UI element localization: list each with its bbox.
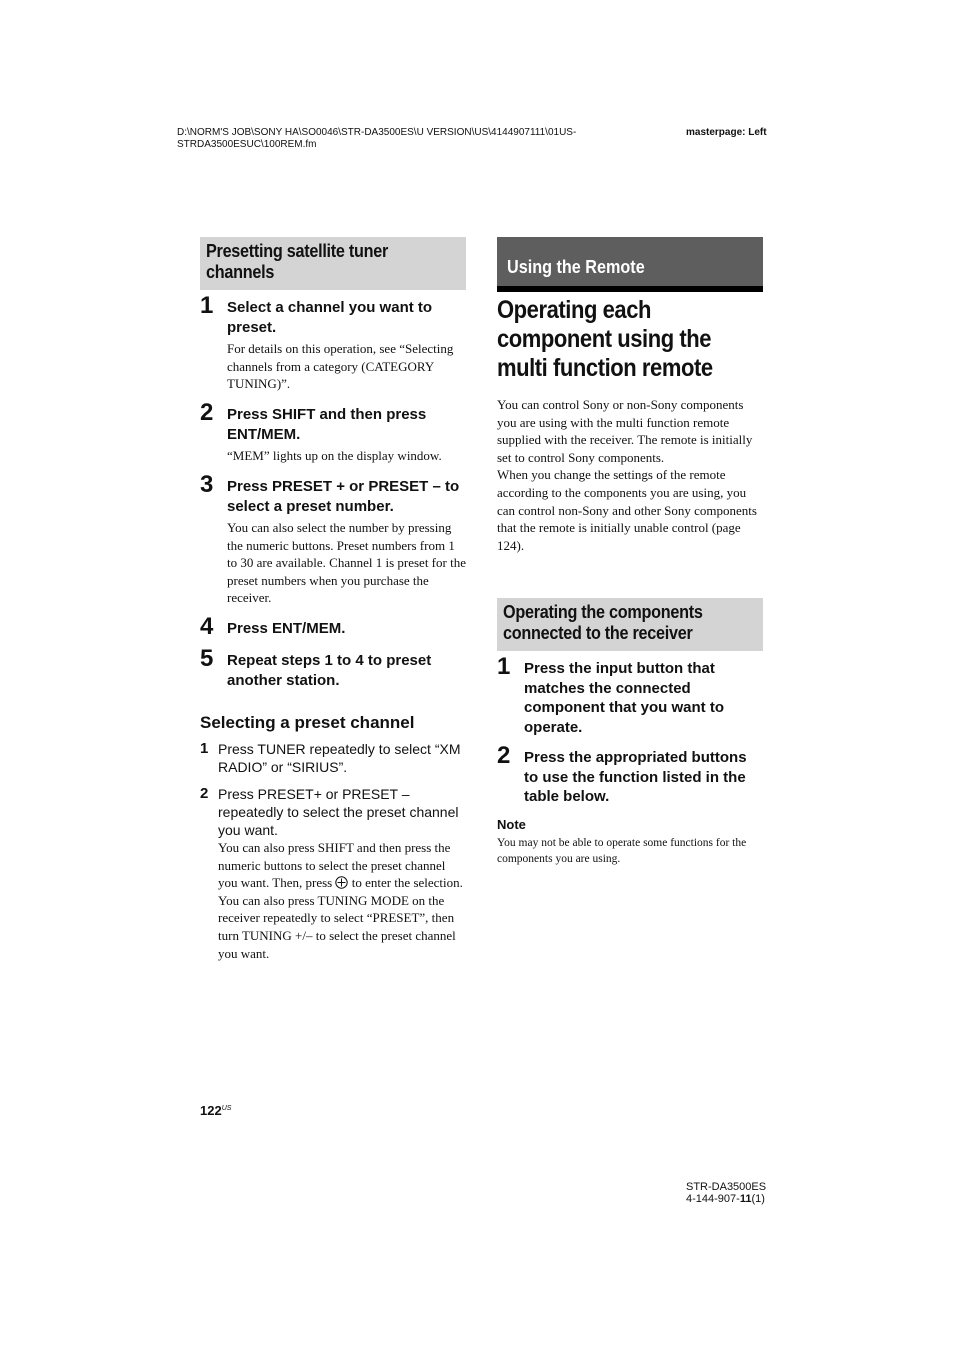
substep-title-1: Press TUNER repeatedly to select “XM RADIO” or “SIRIUS”. bbox=[218, 741, 461, 775]
subsection-heading: Selecting a preset channel bbox=[200, 713, 415, 732]
chapter-rule bbox=[497, 286, 763, 292]
model-number: STR-DA3500ES bbox=[686, 1181, 767, 1193]
part-suffix: (1) bbox=[751, 1193, 765, 1205]
step-title-2: Press SHIFT and then press ENT/MEM. bbox=[227, 406, 427, 443]
right-step-number-1: 1 bbox=[497, 653, 511, 680]
file-path-line2: STRDA3500ESUC\100REM.fm bbox=[177, 139, 317, 150]
step-body-3: You can also select the number by pressing the numeric buttons. Preset numbers from 1 to 30 are available. Channel 1 is preset for the preset numbers when you purchase the receiver. bbox=[227, 520, 466, 606]
part-prefix: 4-144-907- bbox=[686, 1193, 740, 1205]
chapter-band bbox=[497, 237, 763, 286]
step-body-1: For details on this operation, see “Selecting channels from a category (CATEGORY TUNING)”. bbox=[227, 341, 454, 392]
note-text: You may not be able to operate some functions for the components you are using. bbox=[497, 837, 747, 865]
chapter-band-text: Using the Remote bbox=[507, 257, 645, 277]
intro-text-2: When you change the settings of the remote according to the components you are using, you can control non-Sony and other Sony components that the remote is initially unable control (page 124). bbox=[497, 467, 757, 553]
intro-text-1: You can control Sony or non-Sony components you are using with the multi function remote supplied with the receiver. The remote is initially set to control Sony components. bbox=[497, 397, 753, 465]
step-title-3: Press PRESET + or PRESET – to select a preset number. bbox=[227, 478, 460, 515]
part-number bbox=[686, 1193, 766, 1205]
page-title-text: Operating each component using the multi function remote bbox=[497, 296, 713, 382]
step-body-2: “MEM” lights up on the display window. bbox=[227, 448, 442, 463]
step-title-5: Repeat steps 1 to 4 to preset another station. bbox=[227, 652, 432, 689]
substep-body-2 bbox=[218, 839, 466, 962]
part-bold: 11 bbox=[739, 1193, 752, 1205]
substep-body-2b: to enter the selection. bbox=[351, 875, 463, 891]
masterpage-label: masterpage: Left bbox=[686, 127, 767, 138]
page-number-value: 122 bbox=[200, 1103, 222, 1118]
substep-number-2: 2 bbox=[200, 785, 209, 802]
step-number-2: 2 bbox=[200, 399, 214, 426]
section-heading-text: Presetting satellite tuner channels bbox=[206, 241, 389, 282]
step-number-1: 1 bbox=[200, 292, 214, 319]
substep-body-2c: You can also press TUNING MODE on the receiver repeatedly to select “PRESET”, then turn TUNING +/– to select the preset channel you want. bbox=[218, 892, 456, 961]
right-step-number-2: 2 bbox=[497, 742, 511, 769]
step-number-5: 5 bbox=[200, 645, 214, 672]
file-path-line1: D:\NORM'S JOB\SONY HA\SO0046\STR-DA3500ES\U VERSION\US\4144907111\01US- bbox=[177, 127, 577, 138]
page-number-suffix: US bbox=[221, 1105, 232, 1112]
substep-title-2: Press PRESET+ or PRESET – repeatedly to select the preset channel you want. bbox=[218, 786, 459, 838]
section-heading-presetting bbox=[200, 237, 466, 290]
file-path bbox=[177, 127, 657, 151]
note-label: Note bbox=[497, 817, 526, 832]
right-step-title-1: Press the input button that matches the connected component that you want to operate. bbox=[524, 660, 724, 736]
section-heading-operating bbox=[497, 598, 763, 651]
footer-model-info bbox=[686, 1181, 766, 1205]
page-title bbox=[497, 296, 767, 383]
right-step-title-2: Press the appropriated buttons to use the function listed in the table below. bbox=[524, 749, 747, 805]
substep-body-2a: You can also press SHIFT and then press the numeric buttons to select the preset channel you want. Then, press bbox=[218, 840, 451, 891]
step-number-4: 4 bbox=[200, 613, 214, 640]
intro-paragraph bbox=[497, 396, 763, 554]
page-number bbox=[200, 1103, 231, 1118]
section-heading-operating-text: Operating the components connected to the receiver bbox=[503, 602, 703, 643]
step-title-4: Press ENT/MEM. bbox=[227, 620, 346, 637]
step-number-3: 3 bbox=[200, 471, 214, 498]
enter-button-icon bbox=[335, 876, 348, 889]
step-title-1: Select a channel you want to preset. bbox=[227, 299, 433, 336]
substep-number-1: 1 bbox=[200, 740, 209, 757]
